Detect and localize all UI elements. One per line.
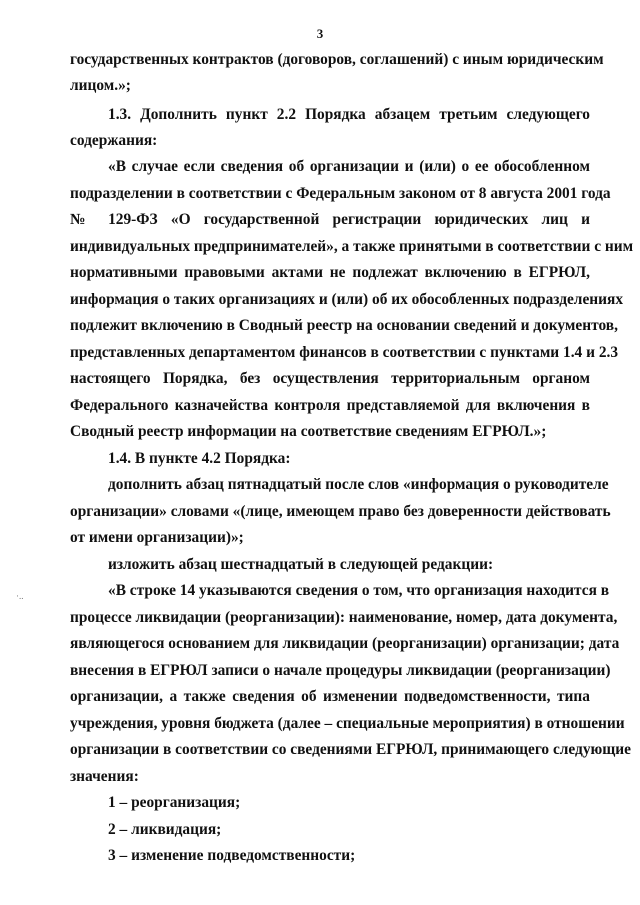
text-line: организации, а также сведения об изменении подведомственности, типа (70, 688, 590, 705)
clause-1-4-heading: 1.4. В пункте 4.2 Порядка: (108, 450, 291, 467)
text-line: государственных контрактов (договоров, соглашений) с иным юридическим (70, 51, 604, 68)
text-line: индивидуальных предпринимателей», а также принятыми в соответствии с ним (70, 238, 634, 255)
text-line: № 129-ФЗ «О государственной регистрации юридических лиц и (70, 211, 590, 228)
text-line: содержания: (70, 132, 158, 149)
text-line: внесения в ЕГРЮЛ записи о начале процедуры ликвидации (реорганизации) (70, 662, 611, 679)
text-line: Сводный реестр информации на соответствие сведениям ЕГРЮЛ.»; (70, 423, 547, 440)
text-line: информация о таких организациях и (или) об их обособленных подразделениях (70, 291, 624, 308)
list-item: 3 – изменение подведомственности; (108, 847, 356, 864)
clause-1-3-heading: 1.3. Дополнить пункт 2.2 Порядка абзацем третьим следующего (108, 106, 590, 123)
text-line: организации в соответствии со сведениями ЕГРЮЛ, принимающего следующие (70, 741, 631, 758)
text-line: представленных департаментом финансов в соответствии с пунктами 1.4 и 2.3 (70, 344, 619, 361)
text-line: нормативными правовыми актами не подлежат включению в ЕГРЮЛ, (70, 264, 590, 281)
text-line: дополнить абзац пятнадцатый после слов «информация о руководителе (108, 476, 609, 493)
text-line: от имени организации)»; (70, 529, 244, 546)
text-line: значения: (70, 768, 139, 785)
text-line: подлежит включению в Сводный реестр на основании сведений и документов, (70, 317, 618, 334)
text-line: «В строке 14 указываются сведения о том, что организация находится в (108, 582, 610, 599)
text-line: подразделении в соответствии с Федеральным законом от 8 августа 2001 года (70, 185, 611, 202)
text-line: являющегося основанием для ликвидации (реорганизации) организации; дата (70, 635, 620, 652)
text-line: учреждения, уровня бюджета (далее – специальные мероприятия) в отношении (70, 715, 625, 732)
text-line: процессе ликвидации (реорганизации): наименование, номер, дата документа, (70, 609, 618, 626)
text-line: «В случае если сведения об организации и (или) о ее обособленном (108, 158, 590, 175)
text-line: Федерального казначейства контроля представляемой для включения в (70, 397, 590, 414)
text-line: изложить абзац шестнадцатый в следующей редакции: (108, 556, 494, 573)
margin-mark: ·.. (16, 591, 24, 601)
text-line: настоящего Порядка, без осуществления территориальным органом (70, 370, 590, 387)
page-number: 3 (316, 26, 324, 41)
list-item: 1 – реорганизация; (108, 794, 241, 811)
list-item: 2 – ликвидация; (108, 821, 222, 838)
text-line: организации» словами «(лице, имеющем право без доверенности действовать (70, 503, 611, 520)
text-line: лицом.»; (70, 77, 131, 94)
